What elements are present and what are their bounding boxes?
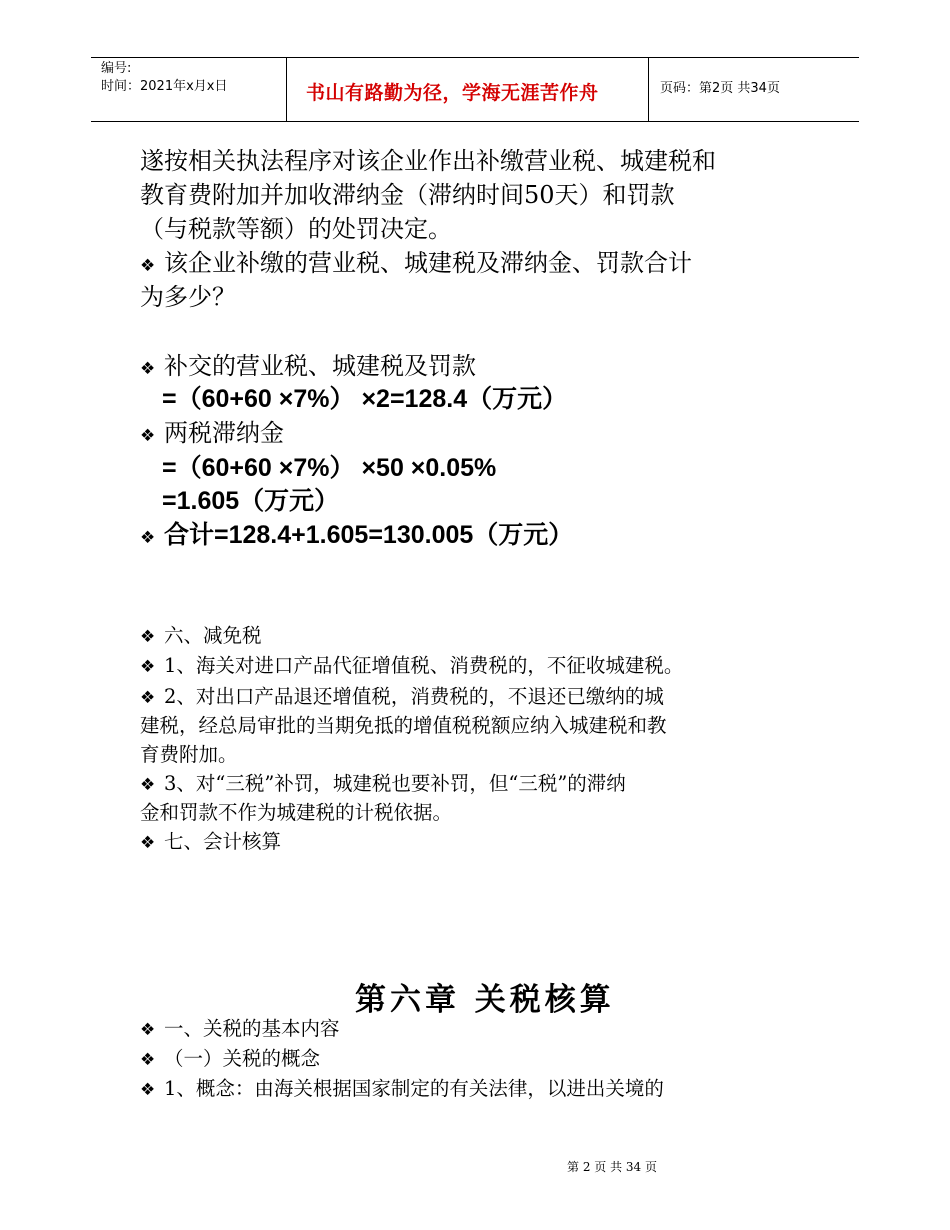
header-divider-right xyxy=(648,57,649,121)
section6-title-text: 六、减免税 xyxy=(164,624,262,647)
chapter-item-3-text: 1、概念：由海关根据国家制定的有关法律，以进出关境的 xyxy=(164,1077,664,1100)
item3-line-1 xyxy=(140,769,626,800)
item3-line-2: 金和罚款不作为城建税的计税依据。 xyxy=(140,801,453,824)
diamond-bullet-icon: ❖ xyxy=(140,1080,156,1100)
intro-line-3: （与税款等额）的处罚决定。 xyxy=(140,215,452,243)
diamond-bullet-icon: ❖ xyxy=(140,1020,156,1040)
header-page-label: 页码：第2页 共34页 xyxy=(660,81,780,96)
header-number-label: 编号: xyxy=(101,61,132,76)
chapter-item-1-text: 一、关税的基本内容 xyxy=(164,1017,340,1040)
calc2-label xyxy=(140,416,284,453)
question-text: 该企业补缴的营业税、城建税及滞纳金、罚款合计 xyxy=(164,249,692,277)
item1-line xyxy=(140,651,683,682)
footer-page-number: 第 2 页 共 34 页 xyxy=(567,1160,657,1174)
calc2-formula-2: =1.605（万元） xyxy=(162,487,340,515)
calc2-formula-1: =（60+60 ×7%） ×50 ×0.05% xyxy=(162,454,497,482)
calc1-label xyxy=(140,349,476,386)
diamond-bullet-icon: ❖ xyxy=(140,833,156,853)
diamond-bullet-icon: ❖ xyxy=(140,359,156,379)
chapter-item-1 xyxy=(140,1014,340,1045)
diamond-bullet-icon: ❖ xyxy=(140,256,156,276)
diamond-bullet-icon: ❖ xyxy=(140,657,156,677)
question-line-1 xyxy=(140,246,692,283)
diamond-bullet-icon: ❖ xyxy=(140,1050,156,1070)
chapter-item-3 xyxy=(140,1074,664,1105)
calc1-label-text: 补交的营业税、城建税及罚款 xyxy=(164,352,476,380)
diamond-bullet-icon: ❖ xyxy=(140,688,156,708)
section6-title xyxy=(140,621,262,652)
chapter-title: 第六章 关税核算 xyxy=(355,982,615,1018)
diamond-bullet-icon: ❖ xyxy=(140,426,156,446)
total-text: 合计=128.4+1.605=130.005（万元） xyxy=(164,521,574,549)
header-motto: 书山有路勤为径，学海无涯苦作舟 xyxy=(306,82,599,104)
diamond-bullet-icon: ❖ xyxy=(140,775,156,795)
total-line xyxy=(140,518,573,555)
item2-line-1 xyxy=(140,682,664,713)
item3-text-1: 3、对“三税”补罚，城建税也要补罚，但“三税”的滞纳 xyxy=(164,772,626,795)
intro-line-2: 教育费附加并加收滞纳金（滞纳时间50天）和罚款 xyxy=(140,181,675,209)
calc2-label-text: 两税滞纳金 xyxy=(164,419,284,447)
question-line-2: 为多少？ xyxy=(140,283,236,311)
section7-title-text: 七、会计核算 xyxy=(164,830,282,853)
calc1-formula: =（60+60 ×7%） ×2=128.4（万元） xyxy=(162,385,568,413)
item2-line-2: 建税，经总局审批的当期免抵的增值税税额应纳入城建税和教 xyxy=(140,714,667,737)
chapter-item-2-text: （一）关税的概念 xyxy=(164,1047,321,1070)
item2-line-3: 育费附加。 xyxy=(140,743,238,766)
header-divider-left xyxy=(286,57,287,121)
item1-text: 1、海关对进口产品代征增值税、消费税的，不征收城建税。 xyxy=(164,654,684,677)
intro-line-1: 遂按相关执法程序对该企业作出补缴营业税、城建税和 xyxy=(140,147,716,175)
item2-text-1: 2、对出口产品退还增值税，消费税的，不退还已缴纳的城 xyxy=(164,685,664,708)
header-bottom-rule xyxy=(91,121,859,122)
header-top-rule xyxy=(91,57,859,58)
diamond-bullet-icon: ❖ xyxy=(140,627,156,647)
header-time-label: 时间：2021年x月x日 xyxy=(101,79,228,94)
section7-title xyxy=(140,827,281,858)
diamond-bullet-icon: ❖ xyxy=(140,528,156,548)
chapter-item-2 xyxy=(140,1044,320,1075)
